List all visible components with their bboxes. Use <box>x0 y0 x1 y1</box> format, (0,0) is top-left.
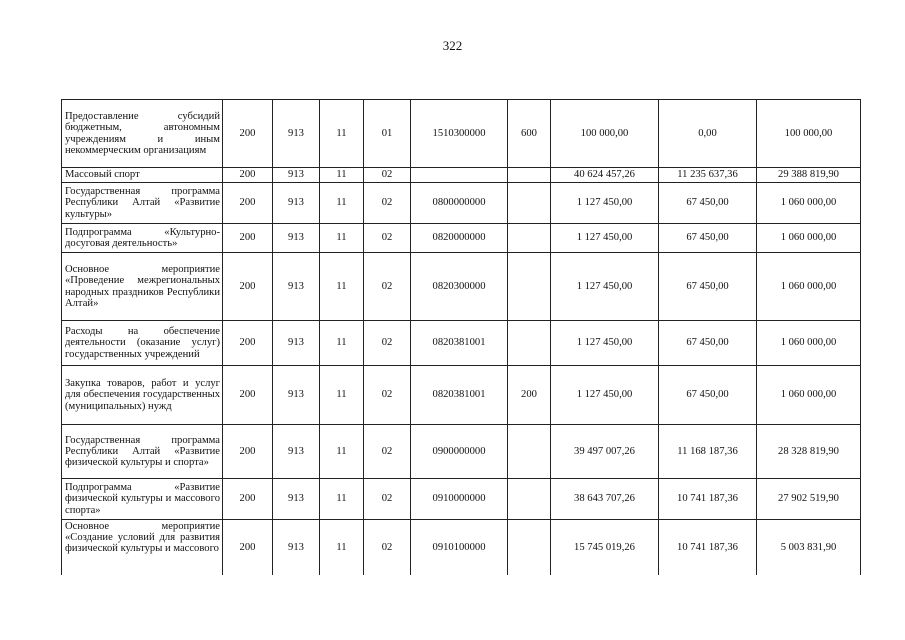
cell-code: 11 <box>320 100 364 168</box>
page-number: 322 <box>442 38 463 53</box>
cell-code: 200 <box>223 168 273 183</box>
cell-code: 913 <box>273 168 320 183</box>
cell-code: 913 <box>273 520 320 575</box>
cell-code: 02 <box>364 224 411 253</box>
cell-amount: 10 741 187,36 <box>659 479 757 520</box>
row-name: Массовый спорт <box>62 168 223 183</box>
cell-code <box>508 425 551 479</box>
table-row <box>62 168 861 183</box>
cell-code: 0910000000 <box>411 479 508 520</box>
cell-amount: 28 328 819,90 <box>757 425 861 479</box>
table-row <box>62 183 861 224</box>
cell-amount: 10 741 187,36 <box>659 520 757 575</box>
cell-code: 0820381001 <box>411 321 508 366</box>
cell-amount: 27 902 519,90 <box>757 479 861 520</box>
cell-code: 01 <box>364 100 411 168</box>
row-name: Основное мероприятие «Создание условий для развития физической культуры и массового <box>62 520 223 575</box>
cell-code: 913 <box>273 100 320 168</box>
cell-amount: 40 624 457,26 <box>551 168 659 183</box>
table-row <box>62 321 861 366</box>
cell-code: 0820000000 <box>411 224 508 253</box>
cell-code: 0800000000 <box>411 183 508 224</box>
cell-amount: 67 450,00 <box>659 224 757 253</box>
cell-amount: 100 000,00 <box>757 100 861 168</box>
cell-code: 200 <box>223 425 273 479</box>
cell-code: 11 <box>320 366 364 425</box>
cell-amount: 1 060 000,00 <box>757 183 861 224</box>
cell-amount: 1 127 450,00 <box>551 183 659 224</box>
cell-code: 200 <box>223 321 273 366</box>
cell-code: 200 <box>223 224 273 253</box>
cell-amount: 11 235 637,36 <box>659 168 757 183</box>
cell-code <box>508 321 551 366</box>
cell-code: 913 <box>273 253 320 321</box>
cell-amount: 1 127 450,00 <box>551 224 659 253</box>
table-row <box>62 224 861 253</box>
cell-code: 02 <box>364 168 411 183</box>
cell-code: 0900000000 <box>411 425 508 479</box>
cell-code: 02 <box>364 366 411 425</box>
cell-amount: 1 060 000,00 <box>757 366 861 425</box>
cell-code: 02 <box>364 183 411 224</box>
row-name: Закупка товаров, работ и услуг для обеспечения государственных (муниципальных) нужд <box>62 366 223 425</box>
cell-amount: 1 060 000,00 <box>757 224 861 253</box>
table-row <box>62 479 861 520</box>
cell-amount: 67 450,00 <box>659 183 757 224</box>
cell-amount: 29 388 819,90 <box>757 168 861 183</box>
row-name: Основное мероприятие «Проведение межрегиональных народных праздников Республики Алтай» <box>62 253 223 321</box>
cell-code: 200 <box>223 183 273 224</box>
cell-code: 913 <box>273 479 320 520</box>
table-row <box>62 425 861 479</box>
cell-amount: 1 127 450,00 <box>551 253 659 321</box>
table-row <box>62 253 861 321</box>
cell-code: 200 <box>508 366 551 425</box>
cell-amount: 38 643 707,26 <box>551 479 659 520</box>
cell-amount: 5 003 831,90 <box>757 520 861 575</box>
cell-code: 11 <box>320 224 364 253</box>
cell-amount: 15 745 019,26 <box>551 520 659 575</box>
cell-code: 200 <box>223 100 273 168</box>
cell-code: 11 <box>320 168 364 183</box>
row-name: Расходы на обеспечение деятельности (оказание услуг) государственных учреждений <box>62 321 223 366</box>
cell-amount: 1 127 450,00 <box>551 321 659 366</box>
cell-code: 913 <box>273 321 320 366</box>
cell-code: 02 <box>364 321 411 366</box>
cell-code: 0820381001 <box>411 366 508 425</box>
cell-code: 11 <box>320 520 364 575</box>
cell-code: 913 <box>273 425 320 479</box>
cell-code: 11 <box>320 183 364 224</box>
cell-amount: 0,00 <box>659 100 757 168</box>
cell-amount: 1 060 000,00 <box>757 253 861 321</box>
cell-code: 200 <box>223 253 273 321</box>
cell-code: 02 <box>364 253 411 321</box>
cell-code: 200 <box>223 366 273 425</box>
cell-code: 1510300000 <box>411 100 508 168</box>
cell-amount: 67 450,00 <box>659 253 757 321</box>
table-row <box>62 520 861 575</box>
table-row <box>62 366 861 425</box>
cell-amount: 67 450,00 <box>659 321 757 366</box>
cell-code <box>411 168 508 183</box>
cell-code: 02 <box>364 520 411 575</box>
cell-code <box>508 168 551 183</box>
cell-code: 913 <box>273 366 320 425</box>
cell-code <box>508 224 551 253</box>
budget-table <box>61 99 861 575</box>
cell-code <box>508 479 551 520</box>
cell-code: 11 <box>320 253 364 321</box>
cell-amount: 1 127 450,00 <box>551 366 659 425</box>
cell-code: 0820300000 <box>411 253 508 321</box>
cell-amount: 1 060 000,00 <box>757 321 861 366</box>
cell-code: 913 <box>273 224 320 253</box>
cell-code: 600 <box>508 100 551 168</box>
cell-amount: 100 000,00 <box>551 100 659 168</box>
cell-code: 200 <box>223 520 273 575</box>
row-name: Государственная программа Республики Алтай «Развитие культуры» <box>62 183 223 224</box>
row-name: Подпрограмма «Культурно-досуговая деятельность» <box>62 224 223 253</box>
cell-code <box>508 520 551 575</box>
cell-code: 11 <box>320 321 364 366</box>
cell-code: 02 <box>364 425 411 479</box>
row-name: Подпрограмма «Развитие физической культуры и массового спорта» <box>62 479 223 520</box>
row-name: Государственная программа Республики Алтай «Развитие физической культуры и спорта» <box>62 425 223 479</box>
cell-amount: 67 450,00 <box>659 366 757 425</box>
cell-amount: 39 497 007,26 <box>551 425 659 479</box>
table-row <box>62 100 861 168</box>
cell-code <box>508 253 551 321</box>
cell-code: 11 <box>320 479 364 520</box>
cell-code: 11 <box>320 425 364 479</box>
row-name: Предоставление субсидий бюджетным, автономным учреждениям и иным некоммерческим организациям <box>62 100 223 168</box>
cell-code <box>508 183 551 224</box>
cell-code: 0910100000 <box>411 520 508 575</box>
cell-code: 02 <box>364 479 411 520</box>
cell-code: 913 <box>273 183 320 224</box>
cell-code: 200 <box>223 479 273 520</box>
cell-amount: 11 168 187,36 <box>659 425 757 479</box>
